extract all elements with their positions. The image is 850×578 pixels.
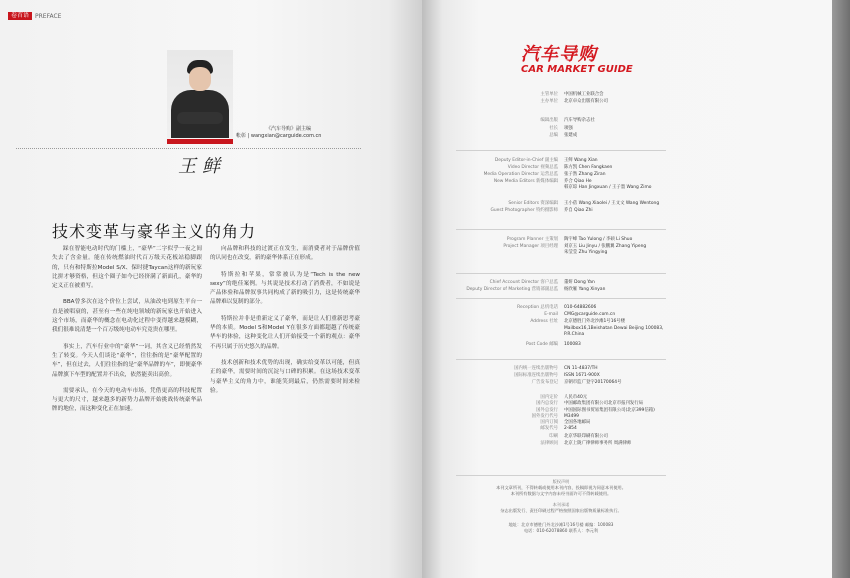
masthead-value: CMG@carguide.com.cn — [564, 312, 616, 317]
masthead-label: 广告发布登记 — [531, 380, 558, 385]
masthead-label: 社长 — [549, 126, 558, 131]
masthead-row — [458, 434, 758, 440]
logo-chinese: 汽车导购 — [521, 44, 597, 65]
masthead-label: 印刷 — [549, 434, 558, 439]
masthead-row — [458, 373, 758, 379]
section-rule — [456, 150, 666, 151]
masthead-label: 邮发代号 — [540, 426, 558, 431]
masthead-label: 国外总发行 — [536, 408, 558, 413]
masthead-row — [458, 312, 758, 318]
logo-english: CAR MARKET GUIDE — [521, 64, 633, 75]
masthead-value: P.R.China — [564, 332, 585, 337]
masthead-row — [458, 99, 758, 105]
footer-line: 本刊承诺 — [552, 502, 570, 507]
article-column-1 — [52, 245, 202, 415]
masthead-label: Guest Photographer 特约摄影师 — [490, 208, 558, 213]
paragraph: 向品牌和科技的过渡正在发生，而消费者对于品牌价值的认同也在改变，新的豪华体系正在形成。 — [210, 246, 360, 262]
masthead-row — [458, 332, 758, 338]
masthead-row — [458, 426, 758, 432]
masthead-value: ISSN 1671-900X — [564, 373, 600, 378]
portrait-red-bar — [167, 139, 233, 144]
paragraph: 踩在智能电动时代的门槛上，“豪华”二字似乎一夜之间失去了含金量。能在传统燃油时代百万级天花板站稳脚跟的，只有和特斯拉Model S/X、保时捷Taycan这样的新玩家比拼才够资格，但这个圈子如今已经挤满了新面孔，豪华的定义正在被重写。 — [52, 246, 202, 290]
masthead-label: Chief Account Director 客户总监 — [489, 280, 558, 285]
article-headline: 技术变革与豪华主义的角力 — [52, 222, 257, 241]
footer-line: 本刊所有数据与文字内容未经书面许可不得转载使用。 — [510, 491, 612, 496]
masthead-row — [458, 401, 758, 407]
masthead-row — [458, 201, 758, 207]
masthead-label: Program Planner 主策划 — [506, 237, 558, 242]
masthead-row — [458, 287, 758, 293]
masthead-label: Post Code 邮编 — [526, 342, 558, 347]
masthead-value: 京朝市监广登字20170064号 — [564, 380, 622, 385]
masthead-row — [458, 185, 758, 191]
background-edge — [832, 0, 850, 578]
masthead-label: 主办单位 — [540, 99, 558, 104]
masthead-label: Video Director 视频总监 — [507, 165, 558, 170]
masthead-value: 朱莹莹 Zhu Yingying — [564, 250, 608, 255]
masthead-row — [458, 158, 758, 164]
footer-line: 地址：北京市德胜门外北沙滩1号16号楼 邮编：100083 — [508, 522, 614, 527]
masthead-value: 乔自 Qiao Zhi — [564, 208, 593, 213]
masthead-row — [458, 280, 758, 286]
masthead-value: 刘京玉 Liu Jinyu / 张鹏翼 Zhang Yipeng — [564, 244, 647, 249]
masthead-value: 2-854 — [564, 426, 577, 431]
masthead-row — [458, 305, 758, 311]
masthead-value: 陶宇峰 Tao Yulong / 李硕 Li Shuo — [564, 237, 633, 242]
masthead-row — [458, 342, 758, 348]
masthead-row — [458, 250, 758, 256]
masthead-value: 张子然 Zhang Ziran — [564, 172, 606, 177]
paragraph: 特斯拉并非是重新定义了豪华，而是让人们重新思考豪华的本质。Model S和Model Y在很多方面都超越了传统豪华车的体验，这种变化让人们开始接受一个新的观点：豪华不再只属于历史悠久的品牌。 — [210, 315, 360, 350]
masthead-value: 杨欣雁 Yang Xinyan — [564, 287, 606, 292]
article-column-2 — [210, 245, 360, 396]
masthead-label: Project Manager 项目经理 — [503, 244, 558, 249]
masthead-value: 中国机械工业联合会 — [564, 92, 604, 97]
masthead-label: 法律顾问 — [540, 441, 558, 446]
masthead-row — [458, 118, 758, 124]
editor-email: 帐彰 | wangxian@carguide.com.cn — [236, 133, 322, 139]
masthead-label: 主管单位 — [540, 92, 558, 97]
masthead-value: 项强 — [564, 126, 573, 131]
masthead-label: 编辑出版 — [540, 118, 558, 123]
masthead-value: 陈方凯 Chen Fangkaen — [564, 165, 613, 170]
masthead-label: Reception 总机电话 — [517, 305, 558, 310]
masthead-row — [458, 92, 758, 98]
footer-rule — [456, 475, 666, 476]
paragraph: 技术创新和技术优势的出现，确实给变革以可能，但真正的豪华，需要时间的沉淀与口碑的积累。在这场技术变革与豪华主义的角力中，谁能笑到最后，仍然需要时间来检验。 — [210, 359, 360, 394]
masthead-value: 汽车导购杂志社 — [564, 118, 595, 123]
masthead-value: 王鲜 Wang Xian — [564, 158, 598, 163]
masthead-value: 北京华联印刷有限公司 — [564, 434, 608, 439]
editor-portrait — [167, 50, 233, 138]
editor-title: 《汽车导购》副主编 — [266, 126, 312, 132]
masthead-value: 北京上陇广律律师事务所 周满律师 — [564, 441, 632, 446]
masthead-value: 董妍 Dong Yan — [564, 280, 595, 285]
masthead-value: 韩京琼 Han Jingxuan / 王子墨 Wang Zimo — [564, 185, 652, 190]
masthead-value: 全国各地邮局 — [564, 420, 591, 425]
masthead-value: 张建成 — [564, 133, 578, 138]
masthead-label: 国内定价 — [540, 395, 558, 400]
footer-line: 版权声明 — [552, 479, 570, 484]
masthead-label: Media Operation Director 运营总监 — [483, 172, 558, 177]
masthead-value: 乔合 Qiao He — [564, 179, 592, 184]
masthead-label: E-mail — [544, 312, 558, 317]
masthead-value: 中国邮政集团有限公司北京市报刊发行局 — [564, 401, 644, 406]
masthead-value: CN 11-4837/TH — [564, 366, 598, 371]
section-tag-en: PREFACE — [35, 12, 62, 20]
masthead-row — [458, 126, 758, 132]
section-rule — [456, 273, 666, 274]
dotted-divider — [16, 148, 361, 149]
footer-line: 本刊文章所刊，不得转载或使用本刊内容，投稿即视为同意本刊使用。 — [496, 485, 626, 490]
masthead-label: New Media Editors 新媒体编辑 — [493, 179, 558, 184]
masthead-row — [458, 441, 758, 447]
section-tag — [8, 12, 61, 20]
masthead-row — [458, 237, 758, 243]
masthead-row — [458, 165, 758, 171]
masthead-value: 010-64882606 — [564, 305, 597, 310]
magazine-logo — [521, 46, 633, 75]
editor-credit — [236, 126, 321, 140]
masthead-label: 国外发行代号 — [531, 414, 558, 419]
masthead-label: Deputy Director of Marketing 营销部副总监 — [466, 287, 558, 292]
masthead-row — [458, 133, 758, 139]
paragraph: 需要承认，在今天的电动车市场，凭借更高的科技配置与更大的尺寸，越来越多的新势力品牌开始挑战传统豪华品牌的地位，而这种变化正在加速。 — [52, 387, 202, 413]
section-tag-cn: 卷首语 — [8, 12, 32, 20]
masthead-label: 国际标准连续出版物号 — [514, 373, 558, 378]
section-rule — [456, 359, 666, 360]
footer-line: 电话：010-62078860 联系人：李元利 — [523, 528, 599, 533]
paragraph: 事实上，汽车行业中的“豪华”一词，其含义已经悄然发生了转变。今天人们谈论“豪华”，往往指的是“豪华配置的车”，但在过去，人们往往指的是“豪华品牌的车”，即便豪华品牌旗下车型的配置并不出众，依然能卖出高价。 — [52, 343, 202, 378]
masthead-value: 北京德胜门外北沙滩1号16号楼 — [564, 319, 626, 324]
masthead-value: 中国国际图书贸易集团有限公司(北京399信箱) — [564, 408, 655, 413]
masthead-label: Address 社址 — [530, 319, 558, 324]
masthead-row — [458, 319, 758, 325]
masthead-label: Senior Editors 资深编辑 — [508, 201, 558, 206]
masthead-value: 人民币40元 — [564, 395, 588, 400]
paragraph: BBA曾多次在这个价位上尝试，从油改电到原生平台一直是被唱衰的，甚至有一些在纯电领域的新玩家也开始进入这个市场，而豪华的概念在电动化过程中变得越来越模糊，我们很难说清楚一个百万级纯电动车究竟贵在哪里。 — [52, 299, 202, 334]
masthead-label: 总编 — [549, 133, 558, 138]
masthead-row — [458, 208, 758, 214]
left-page — [0, 0, 422, 578]
masthead-value: M3499 — [564, 414, 579, 419]
section-rule — [456, 229, 666, 230]
masthead-row — [458, 172, 758, 178]
masthead-row — [458, 366, 758, 372]
masthead-label: 国内统一连续出版物号 — [514, 366, 558, 371]
masthead-label: 国内总发行 — [536, 401, 558, 406]
masthead-row — [458, 380, 758, 386]
section-rule — [456, 298, 666, 299]
masthead-label: Deputy Editor-in-Chief 副主编 — [494, 158, 558, 163]
paragraph: 特斯拉和苹果，常常被认为是“Tech is the new sexy”的绝佳案例。与其说是技术打动了消费者，不如说是产品体验和品牌叙事共同构成了新的吸引力，这是传统豪华品牌难以复制的部分。 — [210, 271, 360, 306]
footer-notes — [456, 479, 666, 534]
editor-signature: 王鲜 — [178, 156, 226, 177]
masthead-value: Mailbox16,1Beishatan Dewai Beijing 100083, — [564, 326, 664, 331]
masthead-value: 北京卓众出版有限公司 — [564, 99, 608, 104]
masthead-label: 国内订阅 — [540, 420, 558, 425]
masthead-value: 王小蓓 Wang Xiaolei / 王文文 Wang Wentong — [564, 201, 660, 206]
footer-line: 杂志出版发行、责任印刷过程严格按照国家出版物质量标准执行。 — [500, 508, 622, 513]
masthead-value: 100083 — [564, 342, 581, 347]
